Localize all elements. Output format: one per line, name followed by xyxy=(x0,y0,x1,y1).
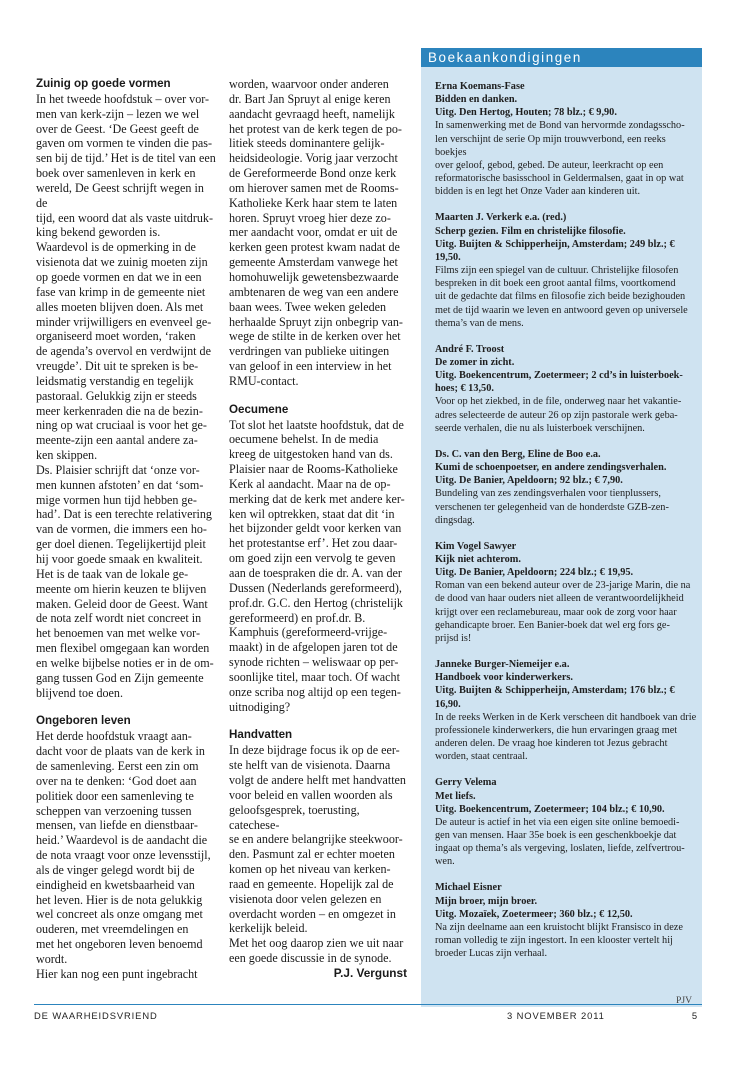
text-line: alles moeten blijven doen. Als met xyxy=(36,299,204,314)
text-line: baan wees. Twee weken geleden xyxy=(229,299,387,314)
book-description xyxy=(435,711,697,764)
book-entry xyxy=(435,80,697,198)
text-line: visienota dat we zuinig moeten zijn xyxy=(36,255,208,270)
book-publisher: Uitg. De Banier, Apeldoorn; 224 blz.; € 19,95. xyxy=(435,567,634,579)
text-line: geloofsgesprek, toerusting, catechese- xyxy=(229,802,360,832)
text-line: men van kerk-zijn – lezen we wel xyxy=(36,106,200,121)
text-line: wege de stilte in de kerken over het xyxy=(229,329,401,344)
text-line: kerkelijk beleid. xyxy=(229,921,308,936)
text-line: met de tijd waarin we leven en antwoord geven op universele xyxy=(435,304,688,316)
book-entry xyxy=(435,776,697,868)
text-line: bespreken in dit boek een groot aantal films, voortkomend xyxy=(435,278,676,290)
section-body-zuinig xyxy=(36,92,216,701)
article-signature: P.J. Vergunst xyxy=(333,965,407,980)
section-body-handvatten xyxy=(229,743,409,966)
book-author: Maarten J. Verkerk e.a. (red.) xyxy=(435,212,567,224)
text-line: king bekend geworden is. xyxy=(36,225,161,240)
text-line: de agenda’s overvol en verdwijnt de xyxy=(36,344,211,359)
text-line: heidsideologie. Vorig jaar verzocht xyxy=(229,151,398,166)
text-line: sen bij de tijd.’ Het is de titel van een xyxy=(36,151,216,166)
text-line: ouderen, met vreemdelingen en xyxy=(36,922,189,937)
text-line: raad en gemeente. Hopelijk zal de xyxy=(229,876,394,891)
text-line: gehandicapte broer. Een Banier-boek dat wel erg fors ge- xyxy=(435,619,670,631)
text-line: len verschijnt de serie Op mijn trouwverbond, een reeks boekjes xyxy=(435,133,666,158)
text-line: ambtenaren de weg van een andere xyxy=(229,284,399,299)
book-entry xyxy=(435,343,697,435)
text-line: broeder Lucas zijn verhaal. xyxy=(435,948,548,960)
text-line: Met het oog daarop zien we uit naar xyxy=(229,936,404,951)
book-publisher: Uitg. De Banier, Apeldoorn; 92 blz.; € 7,90. xyxy=(435,475,623,487)
book-title: Handboek voor kinderwerkers. xyxy=(435,672,573,684)
text-line: gaven om vormen te vinden die pas- xyxy=(36,136,212,151)
text-line: soonlijke titel, maar toch. Of wacht xyxy=(229,669,400,684)
text-line: RMU-contact. xyxy=(229,373,299,388)
text-line: de Gereformeerde Bond onze kerk xyxy=(229,166,397,181)
text-line: het protest van de kerk tegen de po- xyxy=(229,121,402,136)
text-line: Het derde hoofdstuk vraagt aan- xyxy=(36,729,192,744)
text-line: Dussen (Nederlands gereformeerd), xyxy=(229,580,402,595)
text-line: ken wil optrekken, staat dat dit ‘in xyxy=(229,506,395,521)
text-line: Na zijn deelname aan een kruistocht blijkt Fransisco in deze xyxy=(435,921,683,933)
section-heading-ongeboren: Ongeboren leven xyxy=(36,714,131,728)
book-author: Kim Vogel Sawyer xyxy=(435,540,517,552)
issue-date: 3 NOVEMBER 2011 xyxy=(507,1010,605,1021)
text-line: met het ongeboren leven benoemd xyxy=(36,937,203,952)
article-column-1 xyxy=(36,77,216,982)
book-entry xyxy=(435,448,697,527)
text-line: uit de gedachte dat films en filosofie zich beide bezighouden xyxy=(435,291,686,303)
text-line: als de vinger gelegd wordt bij de xyxy=(36,862,195,877)
text-line: Plaisier naar de Rooms-Katholieke xyxy=(229,462,398,477)
text-line: Roman van een bekend auteur over de 23-jarige Marin, die na xyxy=(435,580,691,592)
text-line: pastoraal. Gelukkig zijn er steeds xyxy=(36,388,197,403)
text-line: hij voor goede smaak en kwaliteit. xyxy=(36,552,203,566)
text-line: visienota door velen gelezen en xyxy=(229,891,382,906)
text-line: blijvend toe doen. xyxy=(36,685,123,700)
book-description xyxy=(435,487,697,526)
text-line: den. Pasmunt zal er echter moeten xyxy=(229,847,395,862)
text-line: leidsmatig verstandig en tegelijk xyxy=(36,373,194,388)
text-line: In deze bijdrage focus ik op de eer- xyxy=(229,743,400,758)
text-line: organiseerd moet worden, ‘raken xyxy=(36,329,196,344)
book-entry xyxy=(435,211,697,329)
text-line: Kamphuis (gereformeerd-vrijge- xyxy=(229,625,388,640)
text-line: Bundeling van zes zendingsverhalen voor tienplussers, xyxy=(435,488,661,500)
text-line: verschenen ter gelegenheid van de honderdste GZB-zen- xyxy=(435,501,669,513)
section-body-continued xyxy=(229,77,409,389)
book-entry xyxy=(435,658,697,763)
text-line: wereld, De Geest schrijft wegen in de xyxy=(36,180,204,210)
article-column-2 xyxy=(229,77,409,981)
text-line: Het is de taak van de lokale ge- xyxy=(36,566,189,581)
text-line: fase van krimp in de gemeente niet xyxy=(36,284,206,299)
book-entry xyxy=(435,881,697,960)
book-list xyxy=(435,80,697,973)
text-line: reformatorische basisschool in Geldermalsen, gaat in op wat xyxy=(435,173,684,185)
text-line: gang tussen God en Zijn gemeente xyxy=(36,670,204,685)
publication-name: DE WAARHEIDSVRIEND xyxy=(34,1010,158,1021)
book-author: Janneke Burger-Niemeijer e.a. xyxy=(435,659,570,671)
text-line: gemeente Amsterdam vanwege het xyxy=(229,255,398,270)
text-line: thema’s van de mens. xyxy=(435,317,524,329)
text-line: eindigheid en kwetsbaarheid van xyxy=(36,877,195,892)
text-line: onze scriba nog altijd op een tegen- xyxy=(229,684,401,699)
text-line: ken skippen. xyxy=(36,448,98,463)
text-line: om hierover samen met de Rooms- xyxy=(229,180,399,195)
book-author: Michael Eisner xyxy=(435,882,502,894)
text-line: komen op het niveau van kerken- xyxy=(229,862,391,877)
text-line: meer kerkenraden die na de bezin- xyxy=(36,403,203,418)
text-line: vreugde’. Dit uit te spreken is be- xyxy=(36,359,199,374)
text-line: over de Geest. ‘De Geest geeft de xyxy=(36,121,199,136)
text-line: boek over samenleven in kerk en xyxy=(36,166,196,181)
section-heading-handvatten: Handvatten xyxy=(229,728,293,742)
text-line: over na te denken: ‘God doet aan xyxy=(36,773,197,788)
text-line: het benoemen van met welke vor- xyxy=(36,626,200,641)
book-description xyxy=(435,264,697,330)
sidebar-signature: PJV xyxy=(676,995,692,1006)
text-line: maakt) in de afgelopen jaren tot de xyxy=(229,640,398,655)
book-description xyxy=(435,395,697,434)
text-line: In het tweede hoofdstuk – over vor- xyxy=(36,91,210,106)
text-line: krijgt over een reclamebureau, maar ook de zorg voor haar xyxy=(435,606,677,618)
text-line: men flexibel omgegaan kan worden xyxy=(36,641,210,656)
text-line: professionele kinderwerkers, die hun ervaringen graag met xyxy=(435,724,678,736)
section-body-oecumene xyxy=(229,418,409,715)
book-announcements-sidebar xyxy=(421,67,702,1007)
text-line: mensen, van liefde en dienstbaar- xyxy=(36,818,198,833)
text-line: synode richten – weliswaar op per- xyxy=(229,655,399,670)
text-line: Voor op het ziekbed, in de file, onderweg naar het vakantie- xyxy=(435,396,682,408)
text-line: In samenwerking met de Bond van hervormde zondagsscho- xyxy=(435,120,685,132)
text-line: minder vrijwilligers en evenveel ge- xyxy=(36,314,212,329)
text-line: het bijzonder geldt voor kerken van xyxy=(229,521,402,536)
text-line: Tot slot het laatste hoofdstuk, dat de xyxy=(229,417,404,432)
text-line: Hier kan nog een punt ingebracht xyxy=(36,966,198,981)
text-line: horen. Spruyt vroeg hier deze zo- xyxy=(229,210,391,225)
text-line: scheppen van verzoening tussen xyxy=(36,803,192,818)
book-publisher: Uitg. Boekencentrum, Zoetermeer; 2 cd’s in luisterboek- xyxy=(435,370,683,382)
text-line: litiek steeds dominantere gelijk- xyxy=(229,136,385,151)
book-title: Scherp gezien. Film en christelijke filosofie. xyxy=(435,225,626,237)
text-line: kreeg de uitgestoken hand van ds. xyxy=(229,447,393,462)
text-line: ingaat op thema’s als vergeving, loslaten, liefde, zelfvertrou- xyxy=(435,843,685,855)
text-line: het protestantse erf’. Het zou daar- xyxy=(229,536,398,551)
text-line: had’. Dat is een terechte relativering xyxy=(36,507,212,522)
book-publisher: Uitg. Boekencentrum, Zoetermeer; 104 blz.; € 10,90. xyxy=(435,803,665,815)
text-line: kerken geen protest kwam nadat de xyxy=(229,240,400,255)
text-line: ning op wat cruciaal is voor het ge- xyxy=(36,418,207,433)
text-line: mer aandacht voor, omdat er uit de xyxy=(229,225,398,240)
text-line: ger doel dienen. Tegelijkertijd pleit xyxy=(36,537,206,552)
book-title: Bidden en danken. xyxy=(435,94,518,106)
text-line: een goede discussie in de synode. xyxy=(229,951,392,966)
text-line: se en andere belangrijke steekwoor- xyxy=(229,832,403,847)
text-line: Kerk al aandacht. Maar na de op- xyxy=(229,476,391,491)
book-publisher: Uitg. Mozaïek, Zoetermeer; 360 blz.; € 12,50. xyxy=(435,908,633,920)
text-line: prof.dr. G.C. den Hertog (christelijk xyxy=(229,595,403,610)
book-description xyxy=(435,579,697,645)
text-line: adres selecteerde de auteur 26 op zijn pastorale werk geba- xyxy=(435,409,678,421)
text-line: verdringen van publieke uitingen xyxy=(229,344,390,359)
text-line: oecumene behelst. In de media xyxy=(229,432,379,447)
section-heading-oecumene: Oecumene xyxy=(229,402,289,416)
book-title: Kijk niet achterom. xyxy=(435,554,521,565)
text-line: bidden is en legt het Onze Vader aan kinderen uit. xyxy=(435,186,641,198)
book-title: De zomer in zicht. xyxy=(435,356,515,368)
text-line: volgt de andere helft met handvatten xyxy=(229,772,406,787)
text-line: homohuwelijk gewetensbezwaarde xyxy=(229,269,399,284)
text-line: het leven. Hier is de nota gelukkig xyxy=(36,892,203,907)
section-body-ongeboren xyxy=(36,729,216,981)
text-line: dingsdag. xyxy=(435,514,475,526)
text-line: aan de toespraken die dr. A. van der xyxy=(229,566,402,580)
text-line: van geloof in een interview in het xyxy=(229,359,392,374)
text-line: prijsd is! xyxy=(435,632,472,644)
text-line: Films zijn een spiegel van de cultuur. Christelijke filosofen xyxy=(435,265,679,277)
text-line: voor beleid en vallen woorden als xyxy=(229,787,393,802)
book-author: André F. Troost xyxy=(435,343,505,355)
text-line: wordt. xyxy=(36,951,68,966)
text-line: gereformeerd) en prof.dr. B. xyxy=(229,610,366,625)
text-line: wel concreet als onze omgang met xyxy=(36,907,203,922)
text-line: roman volledig te zijn ingestort. In een klooster vertelt hij xyxy=(435,935,673,947)
book-description xyxy=(435,816,697,869)
text-line: aandacht gevraagd heeft, namelijk xyxy=(229,106,395,121)
sidebar-title: Boekaankondigingen xyxy=(421,48,702,67)
text-line: de nota vraagt voor onze levensstijl, xyxy=(36,848,211,863)
text-line: mige vormen hun tijd hebben ge- xyxy=(36,492,197,507)
page-number: 5 xyxy=(691,1010,698,1021)
book-publisher: hoes; € 13,50. xyxy=(435,383,494,395)
book-title: Met liefs. xyxy=(435,790,476,802)
text-line: worden, staat centraal. xyxy=(435,751,528,763)
text-line: seerde verhalen, die nu als luisterboek verschijnen. xyxy=(435,422,645,434)
text-line: anderen delen. De vraag hoe kinderen tot Jezus gebracht xyxy=(435,738,668,750)
text-line: ste helft van de visienota. Daarna xyxy=(229,758,391,773)
book-description xyxy=(435,921,697,960)
text-line: worden, waarvoor onder anderen xyxy=(229,77,389,91)
section-heading-zuinig: Zuinig op goede vormen xyxy=(36,77,171,90)
footer-rule xyxy=(34,1004,702,1005)
book-entry xyxy=(435,540,697,645)
text-line: om goed zijn een vervolg te geven xyxy=(229,551,396,566)
text-line: politiek door een samenleving te xyxy=(36,788,194,803)
text-line: tijd, een woord dat als vaste uitdruk- xyxy=(36,210,213,225)
text-line: Katholieke Kerk haar stem te laten xyxy=(229,195,398,210)
text-line: de nota zelf wordt niet concreet in xyxy=(36,611,202,626)
text-line: de samenleving. Eerst een zin om xyxy=(36,758,199,773)
book-publisher: Uitg. Buijten & Schipperheijn, Amsterdam; 249 blz.; € 19,50. xyxy=(435,238,675,263)
text-line: meente-zijn een aantal andere za- xyxy=(36,433,198,448)
text-line: en welke bijbelse noties er in de om- xyxy=(36,655,214,670)
text-line: heid.’ Waardevol is de aandacht die xyxy=(36,833,208,848)
text-line: van de vormen, die immers een ho- xyxy=(36,522,207,537)
book-author: Ds. C. van den Berg, Eline de Boo e.a. xyxy=(435,448,601,460)
book-author: Gerry Velema xyxy=(435,777,497,789)
text-line: meente om hierin keuzen te blijven xyxy=(36,581,207,596)
text-line: wen. xyxy=(435,856,455,868)
text-line: herhaalde Spruyt zijn onbegrip van- xyxy=(229,314,403,329)
text-line: maken. Geleid door de Geest. Want xyxy=(36,596,208,611)
book-publisher: Uitg. Den Hertog, Houten; 78 blz.; € 9,90. xyxy=(435,107,617,119)
text-line: op goede vormen en dat we in een xyxy=(36,269,202,284)
book-description xyxy=(435,119,697,198)
book-title: Mijn broer, mijn broer. xyxy=(435,895,538,907)
text-line: uitnodiging? xyxy=(229,699,291,714)
text-line: gen van mensen. Haar 35e boek is een geschenkboekje dat xyxy=(435,829,677,841)
text-line: overdacht worden – en omgezet in xyxy=(229,906,396,921)
book-author: Erna Koemans-Fase xyxy=(435,81,525,92)
text-line: dr. Bart Jan Spruyt al enige keren xyxy=(229,91,391,106)
text-line: merking dat de kerk met andere ker- xyxy=(229,491,405,506)
text-line: de dood van haar ouders niet alleen de verantwoordelijkheid xyxy=(435,593,684,605)
page-footer xyxy=(34,1010,702,1026)
book-title: Kumi de schoenpoetser, en andere zendingsverhalen. xyxy=(435,462,667,474)
text-line: over geloof, gebod, gebed. De auteur, leerkracht op een xyxy=(435,159,664,171)
text-line: Ds. Plaisier schrijft dat ‘onze vor- xyxy=(36,462,200,477)
text-line: men kunnen afstoten’ en dat ‘som- xyxy=(36,477,204,492)
text-line: dacht voor de plaats van de kerk in xyxy=(36,744,205,759)
text-line: In de reeks Werken in de Kerk verscheen dit handboek van drie xyxy=(435,711,697,723)
text-line: Waardevol is de opmerking in de xyxy=(36,240,196,255)
text-line: De auteur is actief in het via een eigen site online bemoedi- xyxy=(435,816,680,828)
book-publisher: Uitg. Buijten & Schipperheijn, Amsterdam; 176 blz.; € 16,90. xyxy=(435,685,675,710)
